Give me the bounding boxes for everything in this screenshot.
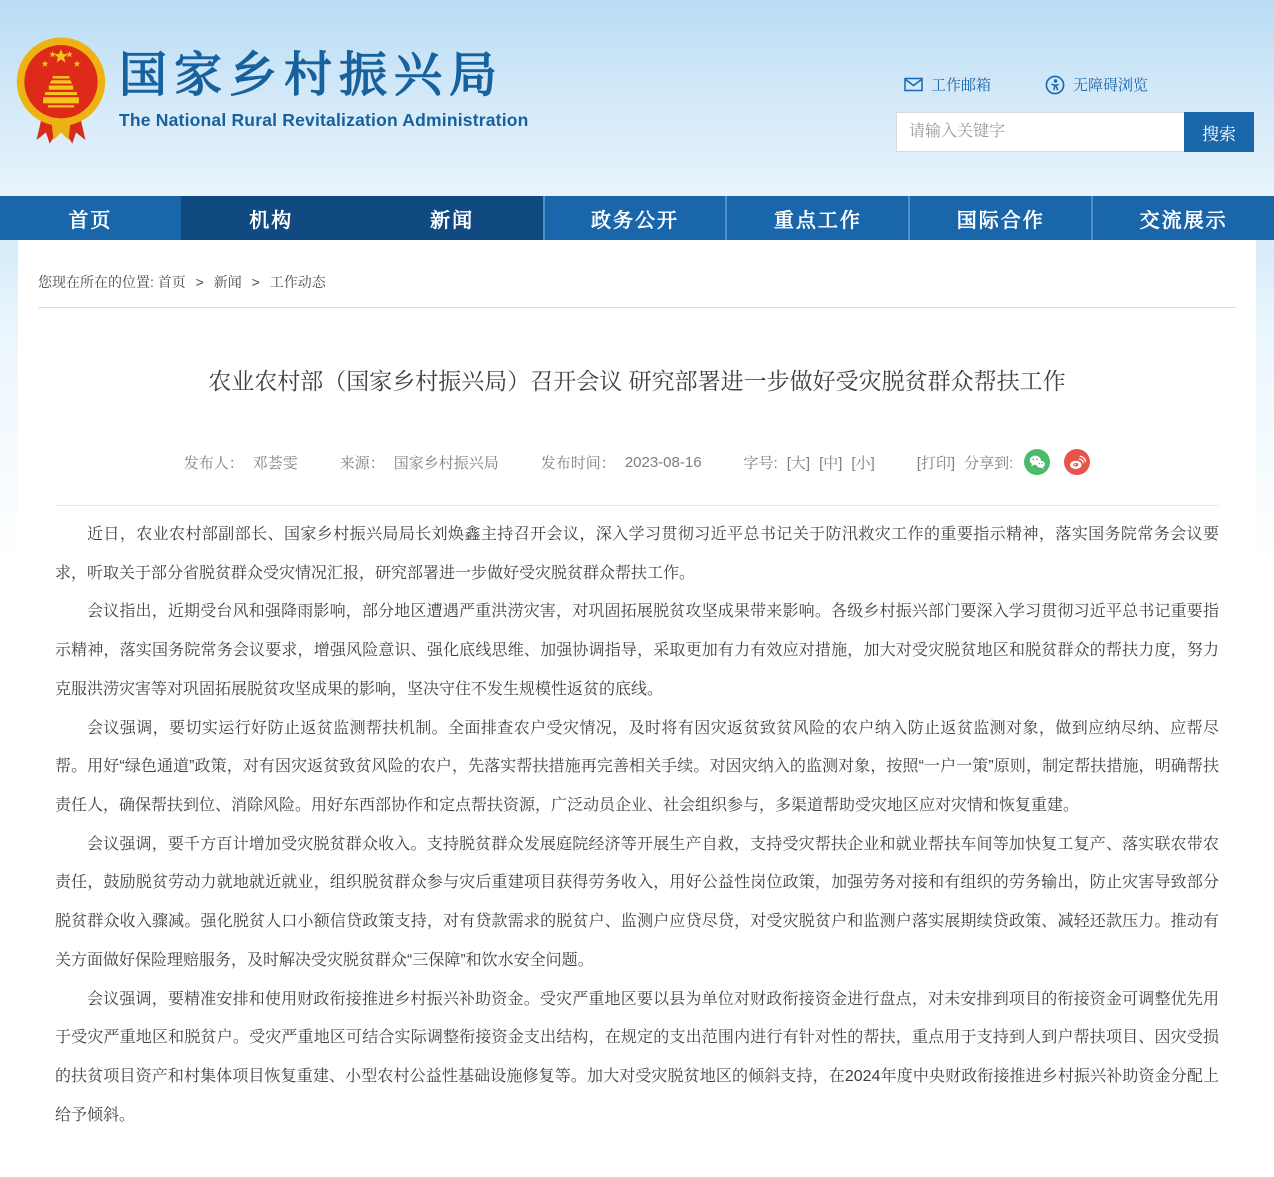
nav-item-gov-disclosure[interactable]: 政务公开 [543,196,726,240]
print-button[interactable]: [打印] [916,454,956,472]
breadcrumb [18,240,1256,307]
article-paragraph: 会议强调，要千方百计增加受灾脱贫群众收入。支持脱贫群众发展庭院经济等开展生产自救，支持受灾帮扶企业和就业帮扶车间等加快复工复产、落实联农带农责任，鼓励脱贫劳动力就地就近就业，组织脱贫群众参与灾后重建项目获得劳务收入，用好公益性岗位政策，加强劳务对接和有组织的劳务输出，防止灾害导致部分脱贫群众收入骤减。强化脱贫人口小额信贷政策支持，对有贷款需求的脱贫户、监测户应贷尽贷，对受灾脱贫户和监测户落实展期续贷政策、减轻还款压力。推动有关方面做好保险理赔服务，及时解决受灾脱贫群众“三保障”和饮水安全问题。 [55,835,1219,969]
article-paragraph: 近日，农业农村部副部长、国家乡村振兴局局长刘焕鑫主持召开会议，深入学习贯彻习近平总书记关于防汛救灾工作的重要指示精神，落实国务院常务会议要求，听取关于部分省脱贫群众受灾情况汇报，研究部署进一步做好受灾脱贫群众帮扶工作。 [55,526,1219,582]
nav-item-intl-cooperation[interactable]: 国际合作 [908,196,1091,240]
breadcrumb-prefix: 您现在所在的位置: [38,274,154,290]
meta-publish-date [541,452,702,473]
publisher-label: 发布人： [183,454,244,472]
work-mailbox-link[interactable] [904,74,991,95]
nav-item-institutions[interactable]: 机构 [181,196,362,240]
breadcrumb-divider [38,307,1236,308]
breadcrumb-work-updates[interactable]: 工作动态 [269,274,326,290]
meta-share [917,449,1091,475]
article [18,358,1256,1136]
brand-block [119,50,529,131]
source-value: 国家乡村振兴局 [393,454,499,472]
quick-links [896,74,1254,95]
accessibility-label: 无障碍浏览 [1073,77,1149,94]
accessibility-link[interactable] [1045,74,1148,95]
nav-item-exchange-display[interactable]: 交流展示 [1091,196,1274,240]
article-body [18,506,1256,1136]
share-wechat-button[interactable] [1024,449,1050,475]
share-label: 分享到: [964,454,1014,472]
search-input[interactable] [896,112,1184,152]
main-nav [0,196,1274,240]
article-meta [18,449,1256,475]
fontsize-label: 字号: [743,454,778,472]
site-title-cn: 国家乡村振兴局 [119,49,505,102]
header-right [896,74,1254,152]
work-mailbox-label: 工作邮箱 [931,77,992,94]
share-weibo-button[interactable] [1064,449,1090,475]
meta-fontsize [744,452,875,473]
site-title-en: The National Rural Revitalization Administration [119,109,529,130]
fontsize-large-button[interactable]: [大] [786,454,811,472]
breadcrumb-separator: > [251,274,260,290]
fontsize-small-button[interactable]: [小] [851,454,875,472]
article-paragraph: 会议指出，近期受台风和强降雨影响，部分地区遭遇严重洪涝灾害，对巩固拓展脱贫攻坚成果带来影响。各级乡村振兴部门要深入学习贯彻习近平总书记重要指示精神，落实国务院常务会议要求，增强风险意识、强化底线思维、加强协调指导，采取更加有力有效应对措施，加大对受灾脱贫地区和脱贫群众的帮扶力度，努力克服洪涝灾害等对巩固拓展脱贫攻坚成果的影响，坚决守住不发生规模性返贫的底线。 [55,603,1219,698]
date-label: 发布时间： [540,454,616,472]
nav-item-key-work[interactable]: 重点工作 [725,196,908,240]
nav-item-news[interactable]: 新闻 [362,196,543,240]
nav-item-home[interactable]: 首页 [0,196,181,240]
mail-icon [904,77,923,92]
meta-publisher [184,452,298,473]
date-value: 2023-08-16 [624,453,702,471]
weibo-icon [1068,453,1086,471]
article-paragraph: 会议强调，要精准安排和使用财政衔接推进乡村振兴补助资金。受灾严重地区要以县为单位对财政衔接资金进行盘点，对未安排到项目的衔接资金可调整优先用于受灾严重地区和脱贫户。受灾严重地区可结合实际调整衔接资金支出结构，在规定的支出范围内进行有针对性的帮扶，重点用于支持到人到户帮扶项目、因灾受损的扶贫项目资产和村集体项目恢复重建、小型农村公益性基础设施修复等。加大对受灾脱贫地区的倾斜支持，在2024年度中央财政衔接推进乡村振兴补助资金分配上给予倾斜。 [55,990,1219,1124]
fontsize-medium-button[interactable]: [中] [819,454,843,472]
source-label: 来源： [339,454,385,472]
breadcrumb-news[interactable]: 新闻 [213,274,242,290]
breadcrumb-separator: > [195,274,204,290]
accessibility-icon [1045,75,1065,95]
article-paragraph: 会议强调，要切实运行好防止返贫监测帮扶机制。全面排查农户受灾情况，及时将有因灾返贫致贫风险的农户纳入防止返贫监测对象，做到应纳尽纳、应帮尽帮。用好“绿色通道”政策，对有因灾返贫致贫风险的农户，先落实帮扶措施再完善相关手续。对因灾纳入的监测对象，按照“一户一策”原则，制定帮扶措施，明确帮扶责任人，确保帮扶到位、消除风险。用好东西部协作和定点帮扶资源，广泛动员企业、社会组织参与，多渠道帮助受灾地区应对灾情和恢复重建。 [55,719,1219,815]
national-emblem-logo [14,34,108,152]
breadcrumb-home[interactable]: 首页 [157,274,186,290]
search-bar [896,112,1254,152]
wechat-icon [1028,454,1046,470]
content-box [18,240,1256,1166]
search-button[interactable]: 搜索 [1184,112,1254,152]
share-icons [1024,449,1090,475]
publisher-value: 邓荟雯 [252,454,298,472]
site-header [0,0,1274,196]
meta-source [340,452,499,473]
article-title: 农业农村部（国家乡村振兴局）召开会议 研究部署进一步做好受灾脱贫群众帮扶工作 [208,368,1066,394]
